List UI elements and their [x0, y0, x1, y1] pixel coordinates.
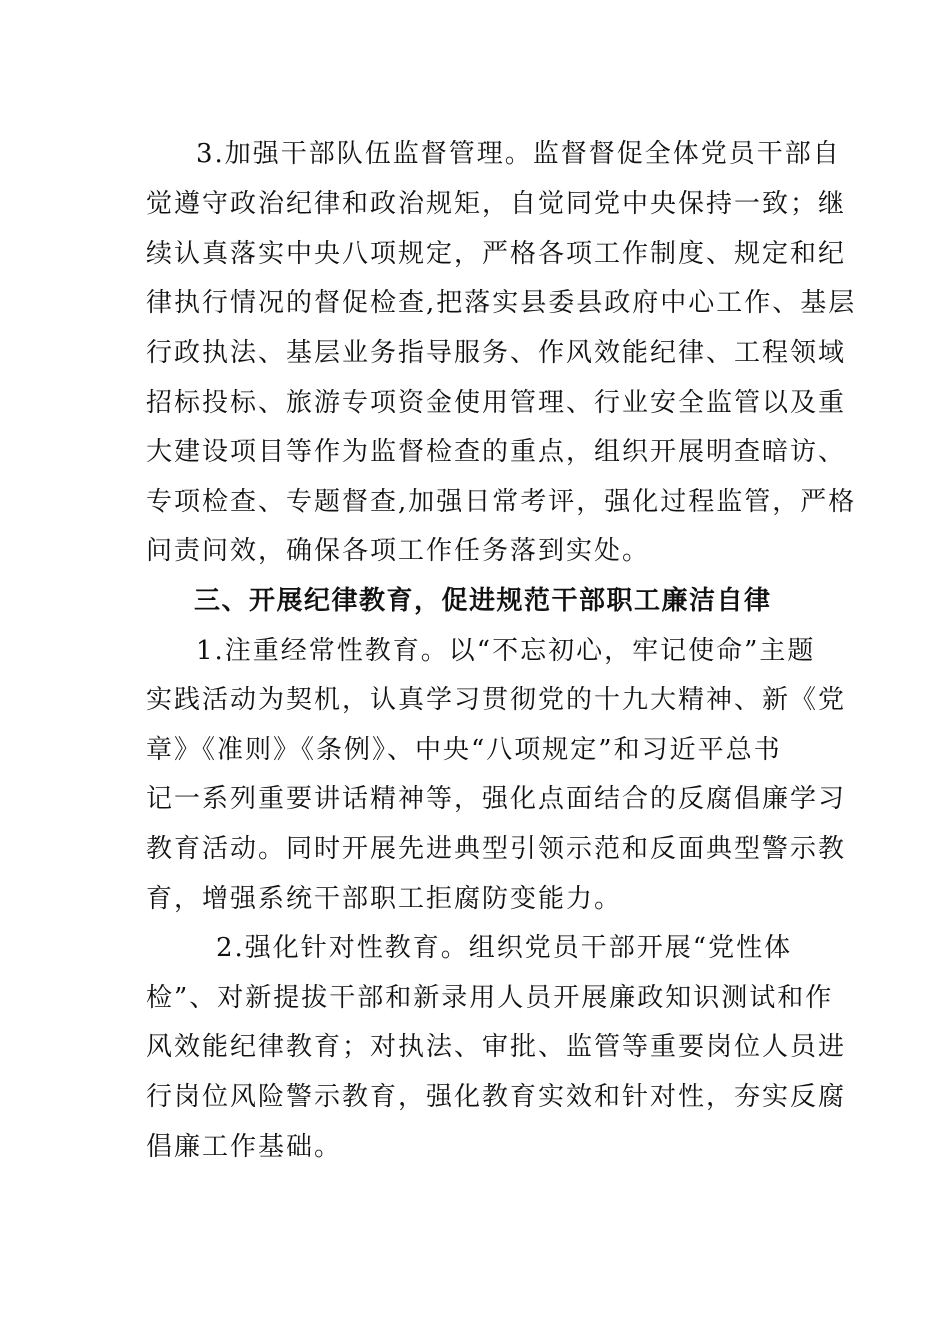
text-line: 检”、对新提拔干部和新录用人员开展廉政知识测试和作	[146, 983, 834, 1013]
section-heading: 三、开展纪律教育，促进规范干部职工廉洁自律	[194, 586, 772, 616]
text-line: 章》《准则》《条例》、中央“八项规定”和习近平总书	[146, 735, 782, 765]
text-line: 律执行情况的督促检查,把落实县委县政府中心工作、基层	[146, 288, 857, 318]
text-line: 行岗位风险警示教育，强化教育实效和针对性，夯实反腐	[146, 1082, 847, 1112]
text-line: 1.注重经常性教育。以“不忘初心，牢记使命”主题	[196, 636, 816, 666]
text-line: 问责问效，确保各项工作任务落到实处。	[146, 536, 651, 566]
text-line: 育，增强系统干部职工拒腐防变能力。	[146, 884, 623, 914]
text-line: 记一系列重要讲话精神等，强化点面结合的反腐倡廉学习	[146, 784, 847, 814]
text-line: 续认真落实中央八项规定，严格各项工作制度、规定和纪	[146, 239, 847, 269]
text-line: 风效能纪律教育；对执法、审批、监管等重要岗位人员进	[146, 1032, 847, 1062]
text-line: 实践活动为契机，认真学习贯彻党的十九大精神、新《党	[146, 685, 847, 715]
text-line: 招标投标、旅游专项资金使用管理、行业安全监管以及重	[146, 388, 847, 418]
text-line: 2.强化针对性教育。组织党员干部开展“党性体	[216, 933, 793, 963]
text-line: 觉遵守政治纪律和政治规矩，自觉同党中央保持一致；继	[146, 189, 847, 219]
text-line: 专项检查、专题督查,加强日常考评，强化过程监管，严格	[146, 487, 857, 517]
text-line: 倡廉工作基础。	[146, 1132, 343, 1162]
text-line: 教育活动。同时开展先进典型引领示范和反面典型警示教	[146, 834, 847, 864]
text-line: 行政执法、基层业务指导服务、作风效能纪律、工程领域	[146, 338, 847, 368]
text-line: 3.加强干部队伍监督管理。监督督促全体党员干部自	[196, 139, 841, 169]
text-line: 大建设项目等作为监督检查的重点，组织开展明查暗访、	[146, 437, 847, 467]
